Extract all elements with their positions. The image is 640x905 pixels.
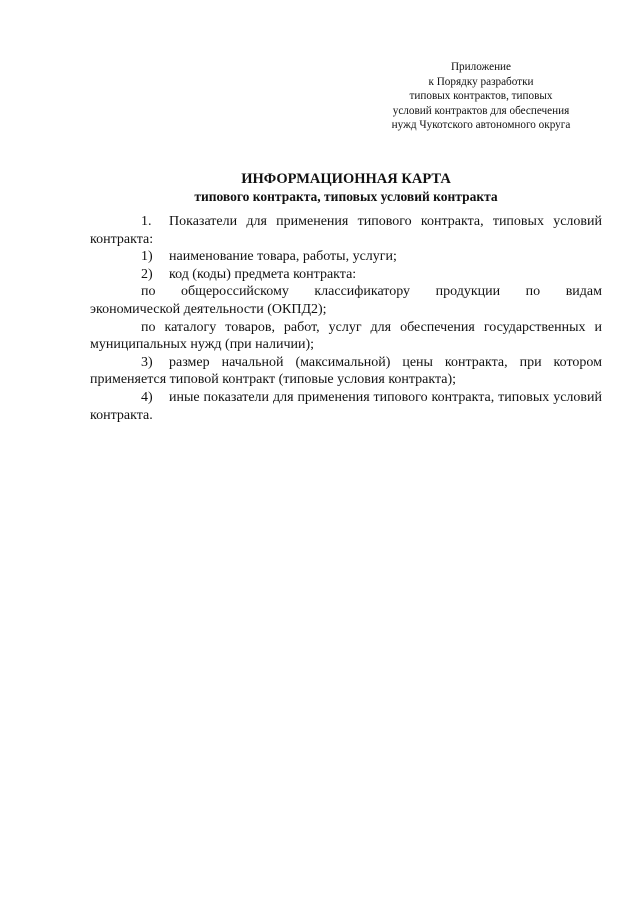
- item-number: 3): [141, 354, 153, 370]
- item-text: наименование товара, работы, услуги;: [169, 249, 397, 265]
- appendix-line: Приложение: [450, 61, 512, 73]
- item-text: размер начальной (максимальной) цены контракта, при котором применяется типовой контракт (типовые условия контракта);: [90, 354, 602, 388]
- appendix-line: типовых контрактов, типовых: [409, 90, 553, 103]
- paragraph-item-3: [90, 354, 602, 389]
- document-title: [90, 170, 602, 206]
- appendix-line: к Порядку разработки: [428, 75, 534, 88]
- paragraph-text: Показатели для применения типового контракта, типовых условий контракта:: [90, 214, 602, 247]
- paragraph-catalog: по каталогу товаров, работ, услуг для обеспечения государственных и муниципальных нужд (при наличии);: [90, 319, 602, 353]
- item-text: иные показатели для применения типового контракта, типовых условий контракта.: [90, 389, 602, 423]
- paragraph-item-2: [90, 266, 602, 284]
- paragraph-number: 1.: [141, 214, 152, 229]
- item-number: 1): [141, 249, 153, 265]
- paragraph-item-1: [90, 248, 602, 266]
- item-number: 2): [141, 266, 153, 282]
- title-subtitle: типового контракта, типовых условий контракта: [194, 189, 498, 204]
- appendix-header: [366, 60, 596, 133]
- item-number: 4): [141, 389, 153, 405]
- paragraph-okpd-line2: экономической деятельности (ОКПД2);: [90, 301, 327, 317]
- paragraph-okpd-line1: по общероссийскому классификатору продукции по видам: [141, 284, 602, 300]
- appendix-line: условий контрактов для обеспечения: [392, 104, 570, 117]
- title-main: ИНФОРМАЦИОННАЯ КАРТА: [241, 171, 451, 187]
- paragraph-1: [90, 213, 602, 248]
- document-body: [90, 213, 602, 424]
- item-text: код (коды) предмета контракта:: [169, 266, 357, 282]
- paragraph-item-4: [90, 389, 602, 424]
- appendix-line: нужд Чукотского автономного округа: [391, 119, 571, 132]
